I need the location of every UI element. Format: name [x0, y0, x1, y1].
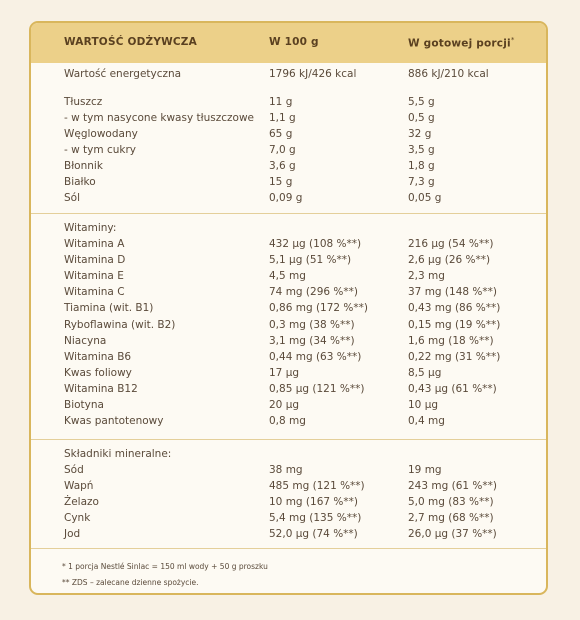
row-label: Tłuszcz: [64, 96, 103, 108]
row-label: Biotyna: [64, 399, 104, 411]
row-portion: 0,15 mg (19 %**): [408, 318, 501, 331]
row-per100: 20 µg: [269, 399, 300, 411]
row-portion: 2,3 mg: [408, 270, 445, 283]
row-per100: 485 mg (121 %**): [269, 480, 365, 492]
table-row: [31, 144, 546, 160]
row-per100: 10 mg (167 %**): [269, 496, 358, 508]
table-row: [31, 254, 546, 270]
footnote-divider: [31, 548, 546, 549]
row-label: Niacyna: [64, 334, 107, 347]
row-label: Witamina E: [64, 270, 124, 283]
row-per100: 7,0 g: [269, 144, 296, 156]
header-per-100g: W 100 g: [269, 36, 319, 48]
row-label: Tiamina (wit. B1): [64, 302, 154, 315]
row-label: Błonnik: [64, 160, 103, 172]
row-label: Sód: [64, 464, 84, 476]
row-per100: 15 g: [269, 176, 293, 188]
row-label: - w tym cukry: [64, 144, 136, 156]
table-row: [31, 351, 546, 367]
table-row: [31, 335, 546, 351]
table-row: [31, 192, 546, 208]
table-row: [31, 112, 546, 128]
row-portion: 37 mg (148 %**): [408, 286, 497, 299]
row-per100: 17 µg: [269, 366, 300, 379]
row-portion: 3,5 g: [408, 144, 435, 156]
row-per100: 5,1 µg (51 %**): [269, 254, 352, 267]
row-label: Witamina B12: [64, 382, 138, 395]
row-label: Wapń: [64, 480, 94, 492]
table-row: [31, 415, 546, 431]
row-label: Witamina B6: [64, 350, 132, 363]
minerals-title: [31, 448, 546, 464]
section-divider: [31, 213, 546, 214]
table-row: [31, 238, 546, 254]
row-label: Jod: [64, 528, 81, 540]
row-per100: 3,1 mg (34 %**): [269, 334, 355, 347]
row-portion: 216 µg (54 %**): [408, 238, 494, 250]
nutrition-table: [29, 21, 548, 595]
row-label: Sól: [64, 192, 81, 204]
row-portion: 7,3 g: [408, 176, 435, 188]
row-per100: 3,6 g: [269, 160, 296, 172]
row-label: Żelazo: [64, 496, 99, 508]
row-per100: 5,4 mg (135 %**): [269, 512, 362, 524]
row-portion: 886 kJ/210 kcal: [408, 68, 489, 80]
row-portion: 0,43 µg (61 %**): [408, 382, 497, 395]
row-portion: 10 µg: [408, 399, 439, 411]
section-title: Składniki mineralne:: [64, 448, 172, 460]
row-portion: 5,5 g: [408, 96, 435, 108]
row-per100: 0,86 mg (172 %**): [269, 302, 368, 315]
energy-row: [31, 68, 546, 84]
row-per100: 11 g: [269, 96, 293, 108]
table-row: [31, 528, 546, 544]
row-per100: 38 mg: [269, 464, 303, 476]
row-portion: 1,8 g: [408, 160, 435, 172]
table-row: [31, 383, 546, 399]
row-label: Białko: [64, 176, 96, 188]
row-portion: 0,05 g: [408, 192, 442, 204]
row-label: Kwas foliowy: [64, 366, 132, 379]
row-per100: 4,5 mg: [269, 270, 306, 283]
row-portion: 8,5 µg: [408, 366, 442, 379]
row-portion: 243 mg (61 %**): [408, 480, 497, 492]
row-per100: 432 µg (108 %**): [269, 238, 362, 250]
row-per100: 1796 kJ/426 kcal: [269, 68, 357, 80]
table-row: [31, 367, 546, 383]
row-per100: 0,44 mg (63 %**): [269, 350, 362, 363]
table-row: [31, 128, 546, 144]
section-divider: [31, 439, 546, 440]
table-row: [31, 399, 546, 415]
header-per-portion: W gotowej porcji*: [408, 36, 515, 50]
row-label: Witamina A: [64, 238, 125, 250]
row-per100: 1,1 g: [269, 112, 296, 124]
table-row: [31, 270, 546, 286]
table-row: [31, 302, 546, 318]
table-row: [31, 286, 546, 302]
row-portion: 19 mg: [408, 464, 442, 476]
row-per100: 52,0 µg (74 %**): [269, 528, 358, 540]
table-row: [31, 496, 546, 512]
row-label: Cynk: [64, 512, 91, 524]
row-portion: 0,22 mg (31 %**): [408, 350, 501, 363]
table-row: [31, 464, 546, 480]
row-label: - w tym nasycone kwasy tłuszczowe: [64, 112, 254, 124]
row-label: Ryboflawina (wit. B2): [64, 318, 176, 331]
row-label: Kwas pantotenowy: [64, 415, 164, 428]
row-portion: 1,6 mg (18 %**): [408, 334, 494, 347]
header-nutrition-value: WARTOŚĆ ODŻYWCZA: [64, 36, 197, 48]
row-portion: 0,4 mg: [408, 415, 445, 428]
table-row: [31, 319, 546, 335]
footnote-zds: ** ZDS – zalecane dzienne spożycie.: [62, 578, 199, 587]
row-portion: 0,5 g: [408, 112, 435, 124]
table-row: [31, 96, 546, 112]
row-portion: 0,43 mg (86 %**): [408, 302, 501, 315]
row-portion: 26,0 µg (37 %**): [408, 528, 497, 540]
row-label: Witamina D: [64, 254, 126, 267]
row-portion: 2,6 µg (26 %**): [408, 254, 491, 267]
row-per100: 0,3 mg (38 %**): [269, 318, 355, 331]
row-portion: 2,7 mg (68 %**): [408, 512, 494, 524]
section-title: Witaminy:: [64, 222, 117, 234]
table-row: [31, 160, 546, 176]
row-per100: 65 g: [269, 128, 293, 140]
vitamins-title: [31, 222, 546, 238]
row-per100: 0,8 mg: [269, 415, 306, 428]
table-row: [31, 176, 546, 192]
row-portion: 5,0 mg (83 %**): [408, 496, 494, 508]
table-row: [31, 512, 546, 528]
row-label: Wartość energetyczna: [64, 68, 182, 80]
row-per100: 74 mg (296 %**): [269, 286, 358, 299]
table-row: [31, 480, 546, 496]
row-label: Witamina C: [64, 286, 125, 299]
footnote-portion: * 1 porcja Nestlé Sinlac = 150 ml wody + 50 g proszku: [62, 562, 268, 571]
header-footnote-mark: *: [510, 36, 515, 44]
row-portion: 32 g: [408, 128, 432, 140]
row-per100: 0,09 g: [269, 192, 303, 204]
row-label: Węglowodany: [64, 128, 138, 140]
table-header: [31, 23, 546, 63]
row-per100: 0,85 µg (121 %**): [269, 382, 365, 395]
